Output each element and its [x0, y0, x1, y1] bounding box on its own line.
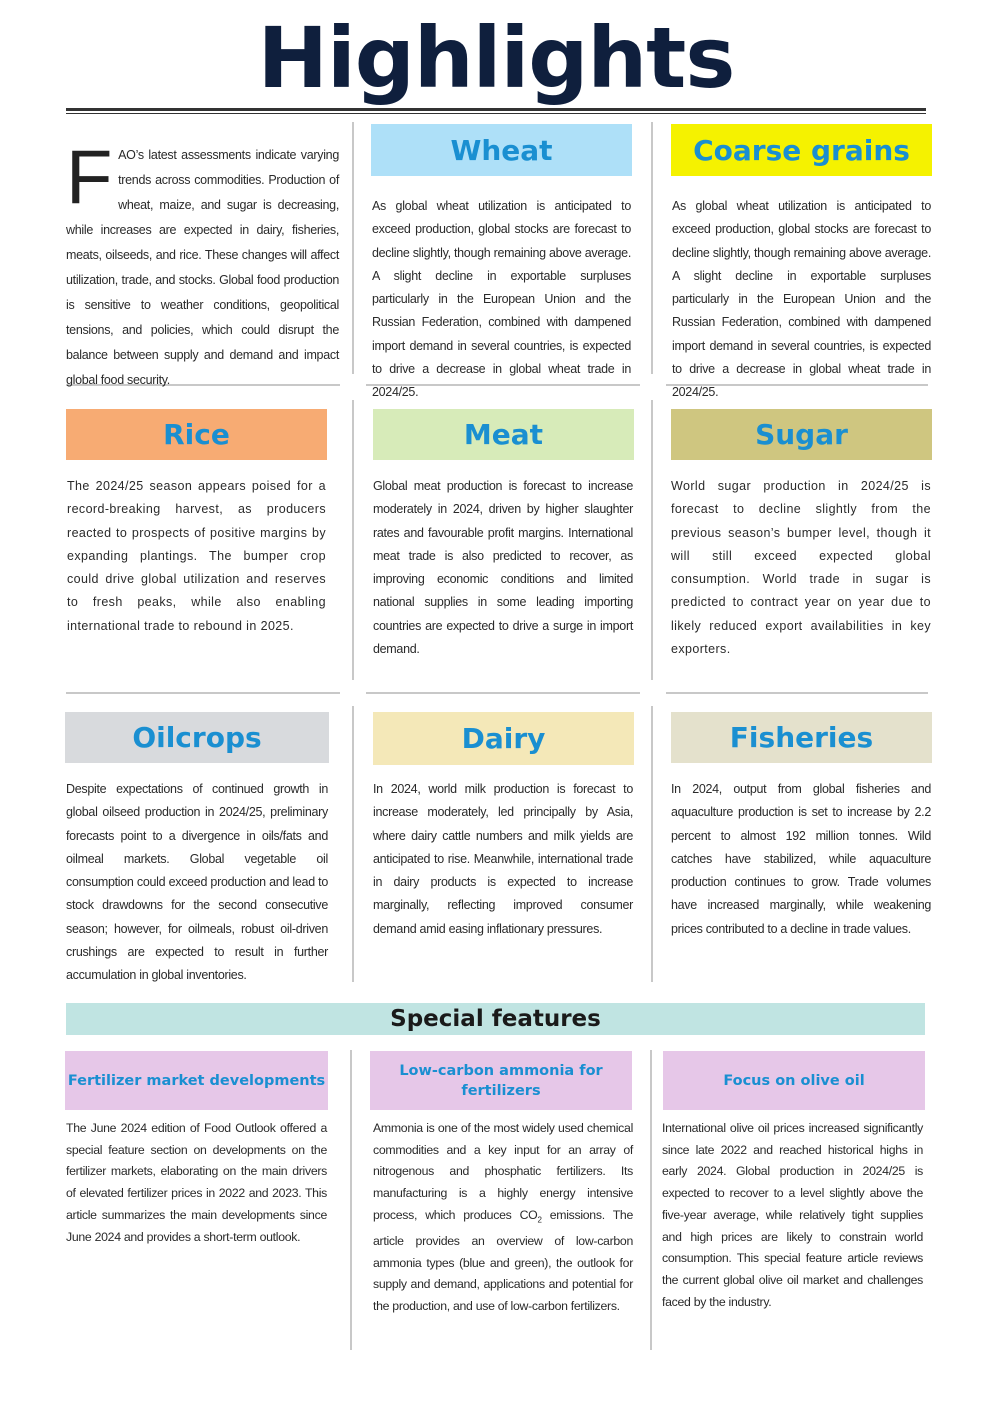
- ammonia-heading: [370, 1051, 632, 1110]
- title-rule: [66, 108, 926, 111]
- ammonia-heading-line1: Low-carbon ammonia for: [399, 1062, 603, 1079]
- fertilizer-heading: Fertilizer market developments: [65, 1051, 328, 1110]
- ammonia-section: [373, 1118, 633, 1318]
- sugar-section: [671, 475, 931, 661]
- intro-text: AO’s latest assessments indicate varying trends across commodities. Production of wheat, maize, and sugar is decreasing, while increases are expected in dairy, fisheries, meats, oilseeds, and rice. These changes will affect utilization, trade, and stocks. Global food production is sensitive to weather conditions, geopolitical tensions, and policies, which could disrupt the balance between supply and demand and impact global food security.: [66, 148, 339, 387]
- olive-oil-text: International olive oil prices increased significantly since late 2022 and reached historical highs in early 2024. Global production in 2024/25 is expected to recover to a level slightly above the five-year average, while relatively tight supplies and high prices are likely to constrain world consumption. This special feature article reviews the current global olive oil market and challenges faced by the industry.: [662, 1121, 923, 1309]
- page-title: Highlights: [257, 9, 735, 107]
- meat-text: Global meat production is forecast to increase moderately in 2024, driven by higher slaughter rates and favourable profit margins. International meat trade is also predicted to recover, as improving economic conditions and limited national supplies in some leading importing countries are expected to drive a surge in import demand.: [373, 479, 633, 657]
- fertilizer-text: The June 2024 edition of Food Outlook offered a special feature section on developments on the fertilizer markets, elaborating on the main drivers of elevated fertilizer prices in 2022 and 2023. This article summarizes the main developments since June 2024 and provides a short-term outlook.: [66, 1121, 327, 1244]
- ammonia-text: [373, 1118, 633, 1318]
- column-divider: [651, 400, 653, 680]
- column-divider: [651, 706, 653, 982]
- coarse-grains-text: As global wheat utilization is anticipated to exceed production, global stocks are forecast to decline slightly, though remaining above average. A slight decline in exportable surpluses particularly in the European Union and the Russian Federation, combined with dampened import demand in several countries, is expected to drive a decrease in global wheat trade in 2024/25.: [672, 199, 931, 400]
- ammonia-heading-line2: fertilizers: [461, 1082, 541, 1099]
- dairy-heading: Dairy: [373, 712, 634, 765]
- special-features-heading: Special features: [66, 1003, 925, 1035]
- rice-heading: Rice: [66, 409, 327, 460]
- fisheries-section: [671, 778, 931, 941]
- fisheries-text: In 2024, output from global fisheries and aquaculture production is set to increase by 2.2 percent to almost 192 million tonnes. Wild catches have stabilized, while aquaculture production continues to grow. Trade volumes have increased marginally, while weakening prices contributed to a decline in trade values.: [671, 782, 931, 936]
- olive-oil-section: [662, 1118, 923, 1313]
- fisheries-heading: Fisheries: [671, 712, 932, 763]
- sugar-text: World sugar production in 2024/25 is forecast to decline slightly from the previous season’s bumper level, though it will still exceed expected global consumption. World trade in sugar is predicted to contract year on year due to likely reduced export availabilities in key exporters.: [671, 479, 931, 657]
- column-divider: [651, 122, 653, 374]
- wheat-section: [372, 195, 631, 405]
- fertilizer-section: [66, 1118, 327, 1248]
- ammonia-subscript: 2: [537, 1215, 542, 1225]
- oilcrops-heading: Oilcrops: [65, 712, 329, 763]
- wheat-heading: Wheat: [371, 124, 632, 176]
- intro-block: [66, 135, 339, 393]
- row-divider: [366, 692, 640, 694]
- coarse-grains-section: [672, 195, 931, 405]
- column-divider: [352, 400, 354, 680]
- title-rule-thin: [66, 113, 926, 114]
- meat-heading: Meat: [373, 409, 634, 460]
- olive-oil-heading: Focus on olive oil: [663, 1051, 925, 1110]
- intro-dropcap: F: [66, 135, 113, 220]
- oilcrops-section: [66, 778, 328, 988]
- rice-text: The 2024/25 season appears poised for a record-breaking harvest, as producers reacted to prospects of positive margins by expanding plantings. The bumper crop could drive global utilization and reserves to fresh peaks, while also enabling international trade to rebound in 2025.: [67, 479, 326, 633]
- dairy-section: [373, 778, 633, 941]
- coarse-grains-heading: Coarse grains: [671, 124, 932, 176]
- ammonia-text-after: emissions. The article provides an overview of low-carbon ammonia types (blue and green), the outlook for supply and demand, applications and potential for the production, and use of low-carbon fertilizers.: [373, 1207, 633, 1314]
- row-divider: [66, 692, 340, 694]
- column-divider: [650, 1050, 652, 1350]
- dairy-text: In 2024, world milk production is forecast to increase moderately, led principally by Asia, where dairy cattle numbers and milk yields are anticipated to rise. Meanwhile, international trade in dairy products is expected to increase marginally, reflecting improved consumer demand amid easing inflationary pressures.: [373, 782, 633, 936]
- ammonia-text-before: Ammonia is one of the most widely used chemical commodities and a key input for an array of nitrogenous and phosphatic fertilizers. Its manufacturing is a highly energy intensive process, which produces CO: [373, 1121, 633, 1222]
- oilcrops-text: Despite expectations of continued growth in global oilseed production in 2024/25, preliminary forecasts point to a divergence in oils/fats and oilmeal markets. Global vegetable oil consumption could exceed production and lead to stock drawdowns for the second consecutive season; however, for oilmeals, robust oil-driven crushings are expected to result in further accumulation in global inventories.: [66, 782, 328, 983]
- wheat-text: As global wheat utilization is anticipated to exceed production, global stocks are forecast to decline slightly, though remaining above average. A slight decline in exportable surpluses particularly in the European Union and the Russian Federation, combined with dampened import demand in several countries, is expected to drive a decrease in global wheat trade in 2024/25.: [372, 199, 631, 400]
- column-divider: [352, 122, 354, 374]
- meat-section: [373, 475, 633, 661]
- column-divider: [352, 706, 354, 982]
- row-divider: [666, 692, 928, 694]
- sugar-heading: Sugar: [671, 409, 932, 460]
- rice-section: [67, 475, 326, 638]
- column-divider: [350, 1050, 352, 1350]
